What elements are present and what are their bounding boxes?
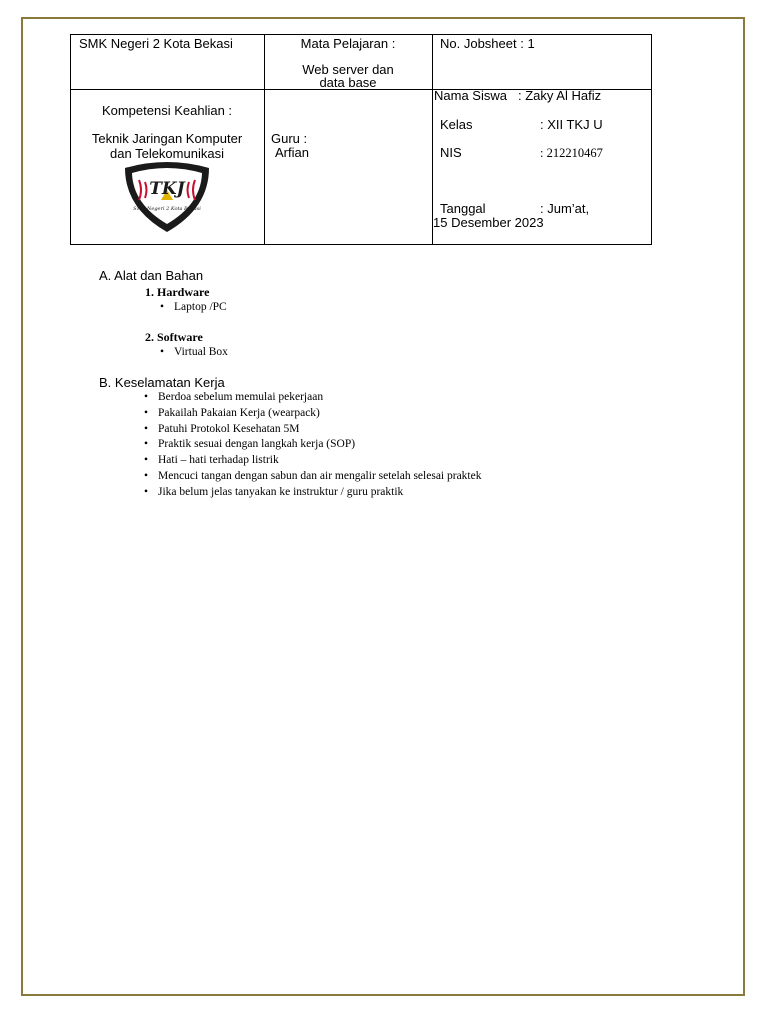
student-label: Nama Siswa xyxy=(434,88,507,103)
list-item: • Virtual Box xyxy=(158,345,228,361)
hardware-list xyxy=(158,300,227,316)
school-logo xyxy=(121,160,213,234)
subject-name: Web server dan xyxy=(302,62,394,77)
nis-label: NIS xyxy=(440,145,462,160)
list-item: • Jika belum jelas tanyakan ke instruktur / guru praktik xyxy=(142,485,481,501)
school-name: SMK Negeri 2 Kota Bekasi xyxy=(79,36,233,51)
safety-list xyxy=(142,390,481,501)
section-a-title: A. Alat dan Bahan xyxy=(99,268,204,283)
logo-caption: SMK Negeri 2 Kota Bekasi xyxy=(133,206,201,212)
hardware-title: 1. Hardware xyxy=(145,285,210,299)
list-item: • Mencuci tangan dengan sabun dan air mengalir setelah selesai praktek xyxy=(142,469,481,485)
class-label: Kelas xyxy=(440,117,473,132)
teacher-label: Guru : xyxy=(271,131,308,146)
list-item: • Hati – hati terhadap listrik xyxy=(142,453,481,469)
list-item: • Pakailah Pakaian Kerja (wearpack) xyxy=(142,406,481,422)
competency-name-2: dan Telekomunikasi xyxy=(110,146,224,161)
teacher-name: Arfian xyxy=(275,145,309,160)
class-value: : XII TKJ U xyxy=(540,117,603,132)
date-value-2: 15 Desember 2023 xyxy=(433,215,544,230)
list-item: • Patuhi Protokol Kesehatan 5M xyxy=(142,422,481,438)
subject-name-2: data base xyxy=(319,75,377,90)
list-item: • Laptop /PC xyxy=(158,300,227,316)
student-name: : Zaky Al Hafiz xyxy=(518,88,602,103)
jobsheet-number: No. Jobsheet : 1 xyxy=(440,36,535,51)
table-divider xyxy=(432,34,433,245)
competency-label: Kompetensi Keahlian : xyxy=(101,103,233,118)
section-b-title: B. Keselamatan Kerja xyxy=(99,375,225,390)
subject-label: Mata Pelajaran : xyxy=(300,36,396,51)
nis-value: : 212210467 xyxy=(540,146,603,160)
software-list xyxy=(158,345,228,361)
list-item: • Berdoa sebelum memulai pekerjaan xyxy=(142,390,481,406)
date-label: Tanggal xyxy=(440,201,486,216)
date-value: : Jum’at, xyxy=(540,201,590,216)
software-title: 2. Software xyxy=(145,330,203,344)
list-item: • Praktik sesuai dengan langkah kerja (SOP) xyxy=(142,437,481,453)
logo-text: TKJ xyxy=(149,179,185,199)
competency-name: Teknik Jaringan Komputer xyxy=(91,131,243,146)
